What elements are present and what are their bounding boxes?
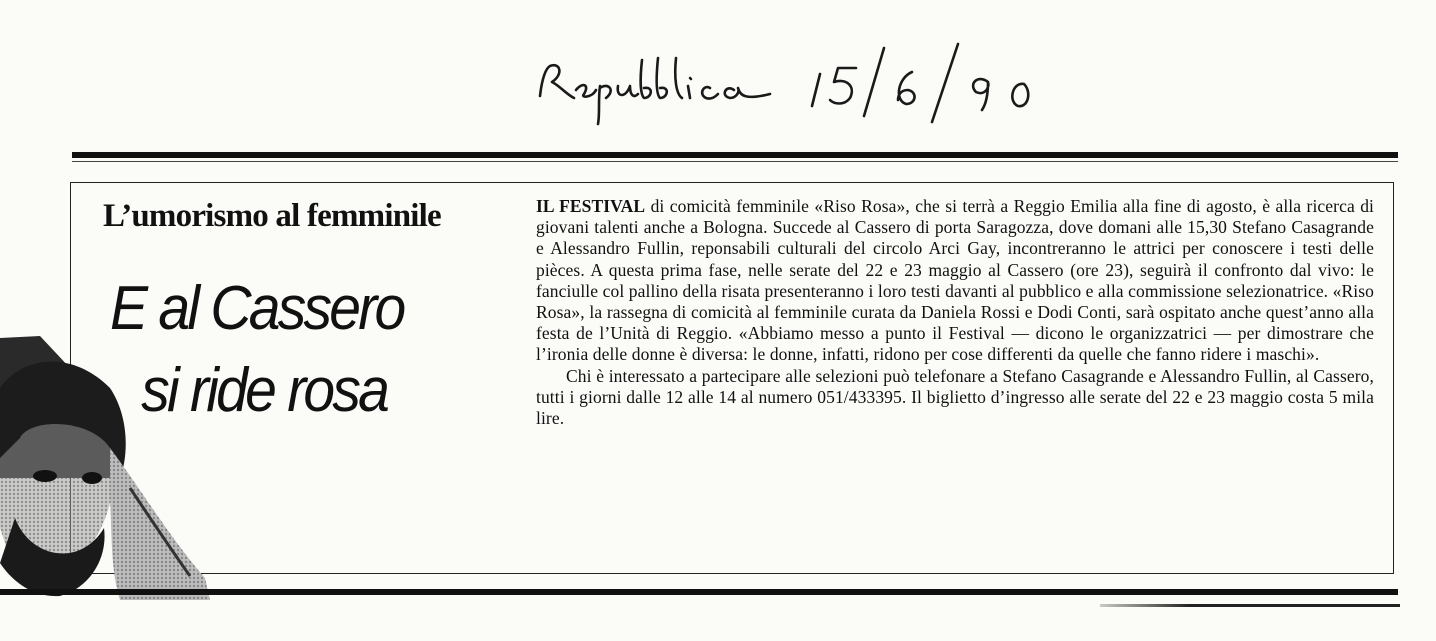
- article-paragraph-1: [536, 196, 1374, 366]
- top-rule: [72, 152, 1398, 158]
- author-photo: [0, 328, 215, 600]
- article-kicker: L’umorismo al femminile: [103, 198, 441, 234]
- handwritten-annotation: [520, 38, 1080, 128]
- author-photo-image: [0, 328, 215, 600]
- article-paragraph-1-text: di comicità femminile «Riso Rosa», che si terrà a Reggio Emilia alla fine di agosto, è alla ricerca di giovani talenti anche a Bologna. Succede al Cassero di porta Saragozza, dove domani alle 15,30 Stefano Casagrande e Alessandro Fullin, reponsabili culturali del circolo Arci Gay, incontreranno le attrici per conoscere i testi delle pièces. A questa prima fase, nelle serate del 22 e 23 maggio al Cassero (ore 23), seguirà il confronto dal vivo: le fanciulle col pallino della risata presenteranno i loro testi davanti al pubblico e alla commissione selezionatrice. «Riso Rosa», la rassegna di comicità al femminile curata da Daniela Rossi e Dodi Conti, sarà ospitato anche quest’anno alla festa de l’Unità di Reggio. «Abbiamo messo a punto il Festival — dicono le organizzatrici — per dimostrare che l’ironia delle donne è diversa: le donne, infatti, ridono per cose differenti da quelle che fanno ridere i maschi».: [536, 196, 1375, 365]
- article-body: [536, 196, 1374, 429]
- article-lead-in: IL FESTIVAL: [536, 196, 646, 216]
- headline-line-2: si ride rosa: [141, 356, 388, 425]
- handwritten-annotation-drawing: [520, 38, 1080, 128]
- bottom-rule: [0, 589, 1398, 595]
- headline-line-1: E al Cassero: [110, 274, 404, 343]
- bottom-rule-thin: [1100, 604, 1400, 607]
- top-rule-thin: [72, 161, 1398, 162]
- article-paragraph-2: Chi è interessato a partecipare alle selezioni può telefonare a Stefano Casagrande e Alessandro Fullin, al Cassero, tutti i giorni dalle 12 alle 14 al numero 051/433395. Il biglietto d’ingresso alle serate del 22 e 23 maggio costa 5 mila lire.: [536, 365, 1374, 429]
